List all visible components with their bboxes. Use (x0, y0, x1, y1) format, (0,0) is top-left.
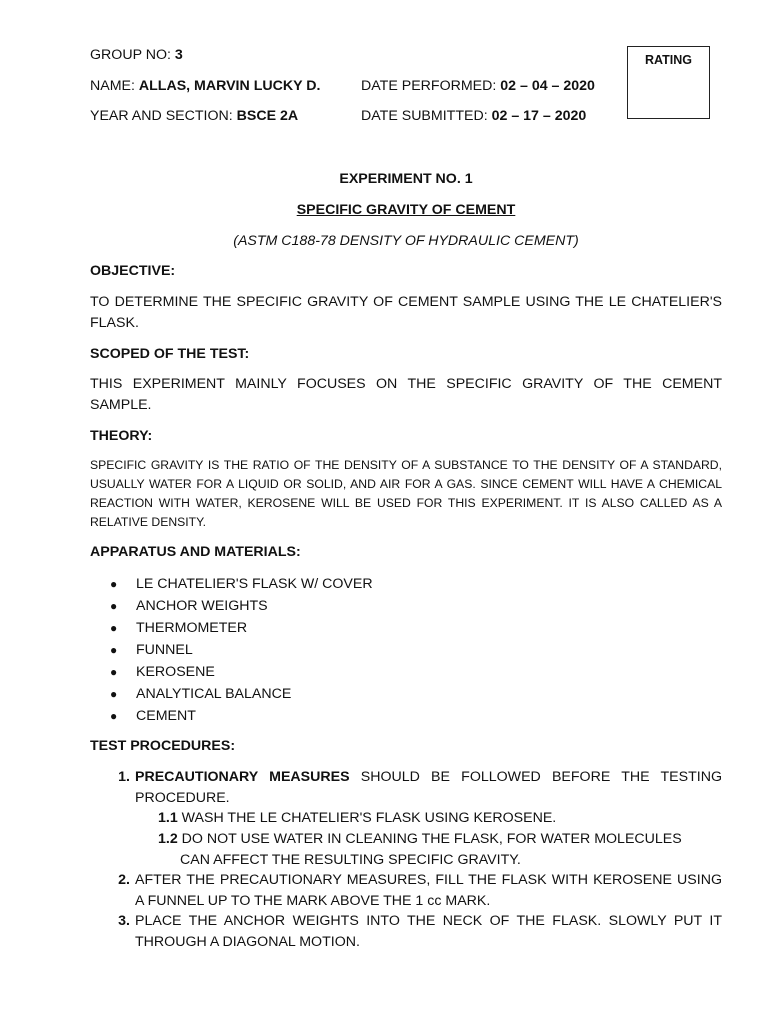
step-1-text: SHOULD BE FOLLOWED BEFORE THE TESTING PROCEDURE. (135, 769, 722, 806)
step-number: 1. (118, 769, 130, 785)
apparatus-heading: APPARATUS AND MATERIALS: (90, 544, 301, 560)
bullet-icon: ● (110, 621, 118, 635)
list-item: ● KEROSENE (110, 661, 373, 683)
date-performed: DATE PERFORMED: 02 – 04 – 2020 (361, 78, 595, 94)
theory-text: SPECIFIC GRAVITY IS THE RATIO OF THE DENSITY OF A SUBSTANCE TO THE DENSITY OF A STANDARD, USUALLY WATER FOR A LIQUID OR SOLID, AND AIR FOR A GAS. SINCE CEMENT WILL HAVE A CHEMICAL REACTION WITH WATER, KEROSENE WILL BE USED FOR THIS EXPERIMENT. IT IS ALSO CALLED AS A RELATIVE DENSITY. (90, 458, 722, 529)
bullet-icon: ● (110, 577, 118, 591)
date-performed-value: 02 – 04 – 2020 (500, 78, 595, 94)
year-value: BSCE 2A (236, 108, 299, 124)
scope-heading: SCOPED OF THE TEST: (90, 346, 250, 362)
date-submitted: DATE SUBMITTED: 02 – 17 – 2020 (361, 108, 587, 124)
list-item: ● ANCHOR WEIGHTS (110, 595, 373, 617)
group-value: 3 (174, 47, 183, 63)
step-number: 2. (118, 872, 130, 888)
bullet-icon: ● (110, 599, 118, 613)
objective-heading: OBJECTIVE: (90, 263, 176, 279)
step-1-bold: PRECAUTIONARY MEASURES (135, 769, 350, 785)
step-number: 1.1 (158, 810, 178, 826)
bullet-icon: ● (110, 687, 118, 701)
step-number: 3. (118, 913, 130, 929)
rating-box (627, 46, 710, 119)
list-item: ● CEMENT (110, 705, 373, 727)
step-3-text: PLACE THE ANCHOR WEIGHTS INTO THE NECK OF THE FLASK. SLOWLY PUT IT THROUGH A DIAGONAL MOTION. (135, 913, 722, 950)
experiment-title: SPECIFIC GRAVITY OF CEMENT (296, 202, 516, 218)
theory-heading: THEORY: (90, 428, 153, 444)
year-section: YEAR AND SECTION: BSCE 2A (90, 108, 299, 124)
scope-text: THIS EXPERIMENT MAINLY FOCUSES ON THE SPECIFIC GRAVITY OF THE CEMENT SAMPLE. (90, 376, 722, 413)
list-item: ● THERMOMETER (110, 617, 373, 639)
bullet-icon: ● (110, 643, 118, 657)
apparatus-list (110, 573, 373, 727)
list-item: ● ANALYTICAL BALANCE (110, 683, 373, 705)
objective-text: TO DETERMINE THE SPECIFIC GRAVITY OF CEMENT SAMPLE USING THE LE CHATELIER'S FLASK. (90, 294, 722, 331)
astm-standard: (ASTM C188-78 DENSITY OF HYDRAULIC CEMENT) (233, 233, 579, 249)
group-number: GROUP NO: 3 (90, 47, 183, 63)
step-number: 1.2 (158, 831, 178, 847)
bullet-icon: ● (110, 709, 118, 723)
list-item: ● LE CHATELIER'S FLASK W/ COVER (110, 573, 373, 595)
name-value: ALLAS, MARVIN LUCKY D. (138, 78, 321, 94)
bullet-icon: ● (110, 665, 118, 679)
experiment-number: EXPERIMENT NO. 1 (339, 171, 473, 187)
procedures-heading: TEST PROCEDURES: (90, 738, 236, 754)
list-item: ● FUNNEL (110, 639, 373, 661)
step-2-text: AFTER THE PRECAUTIONARY MEASURES, FILL THE FLASK WITH KEROSENE USING A FUNNEL UP TO THE MARK ABOVE THE 1 cc MARK. (135, 872, 722, 909)
student-name: NAME: ALLAS, MARVIN LUCKY D. (90, 78, 321, 94)
procedure-step-1 (90, 767, 722, 809)
date-submitted-value: 02 – 17 – 2020 (491, 108, 587, 124)
rating-label: RATING (645, 53, 692, 67)
